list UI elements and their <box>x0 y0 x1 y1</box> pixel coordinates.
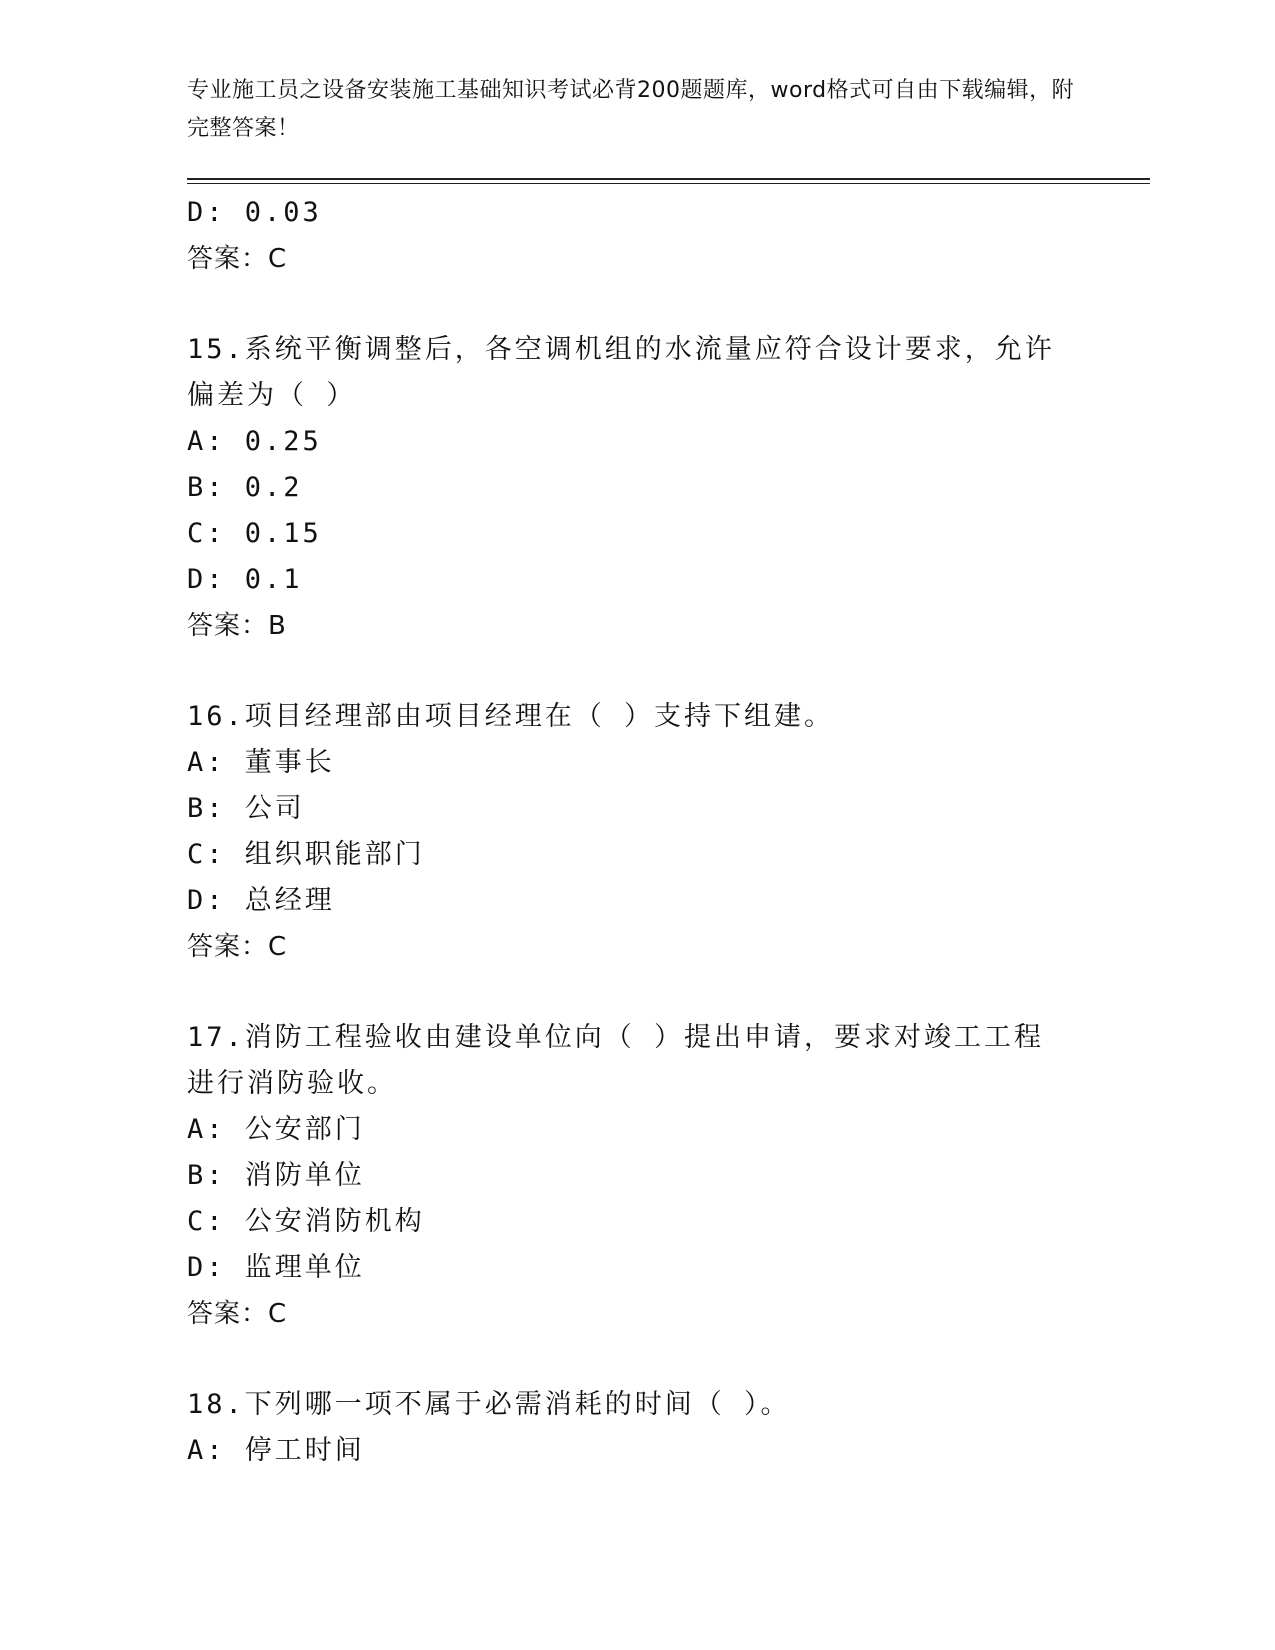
answer-line: 答案：B <box>187 611 287 641</box>
option-b: B: 公司 <box>187 793 305 824</box>
option-c: C: 公安消防机构 <box>187 1206 425 1237</box>
option-b: B: 0.2 <box>187 472 303 503</box>
question-block <box>187 694 1087 970</box>
page-header-title: 专业施工员之设备安装施工基础知识考试必背200题题库，word格式可自由下载编辑，附完整答案！ <box>187 78 1075 141</box>
option-a: A: 停工时间 <box>187 1435 365 1466</box>
option-d: D: 0.1 <box>187 564 303 595</box>
question-block <box>187 1015 1087 1337</box>
question-text: 16.项目经理部由项目经理在（ ）支持下组建。 <box>187 701 835 732</box>
document-content <box>187 190 1087 1474</box>
option-a: A: 公安部门 <box>187 1114 365 1145</box>
option-c: C: 0.15 <box>187 518 322 549</box>
question-block <box>187 327 1087 649</box>
option-d: D: 监理单位 <box>187 1252 365 1283</box>
question-text: 17.消防工程验收由建设单位向（ ）提出申请，要求对竣工工程进行消防验收。 <box>187 1022 1045 1099</box>
option-a: A: 董事长 <box>187 747 335 778</box>
question-text: 18.下列哪一项不属于必需消耗的时间（ ）。 <box>187 1389 791 1420</box>
option-c: C: 组织职能部门 <box>187 839 425 870</box>
header-divider <box>187 178 1150 184</box>
answer-line: 答案：C <box>187 1299 288 1329</box>
option-d: D: 0.03 <box>187 197 322 228</box>
answer-line: 答案：C <box>187 244 288 274</box>
option-a: A: 0.25 <box>187 426 322 457</box>
option-b: B: 消防单位 <box>187 1160 365 1191</box>
question-text: 15.系统平衡调整后，各空调机组的水流量应符合设计要求，允许偏差为（ ） <box>187 334 1055 411</box>
question-block <box>187 1382 1087 1474</box>
option-d: D: 总经理 <box>187 885 335 916</box>
answer-line: 答案：C <box>187 932 288 962</box>
